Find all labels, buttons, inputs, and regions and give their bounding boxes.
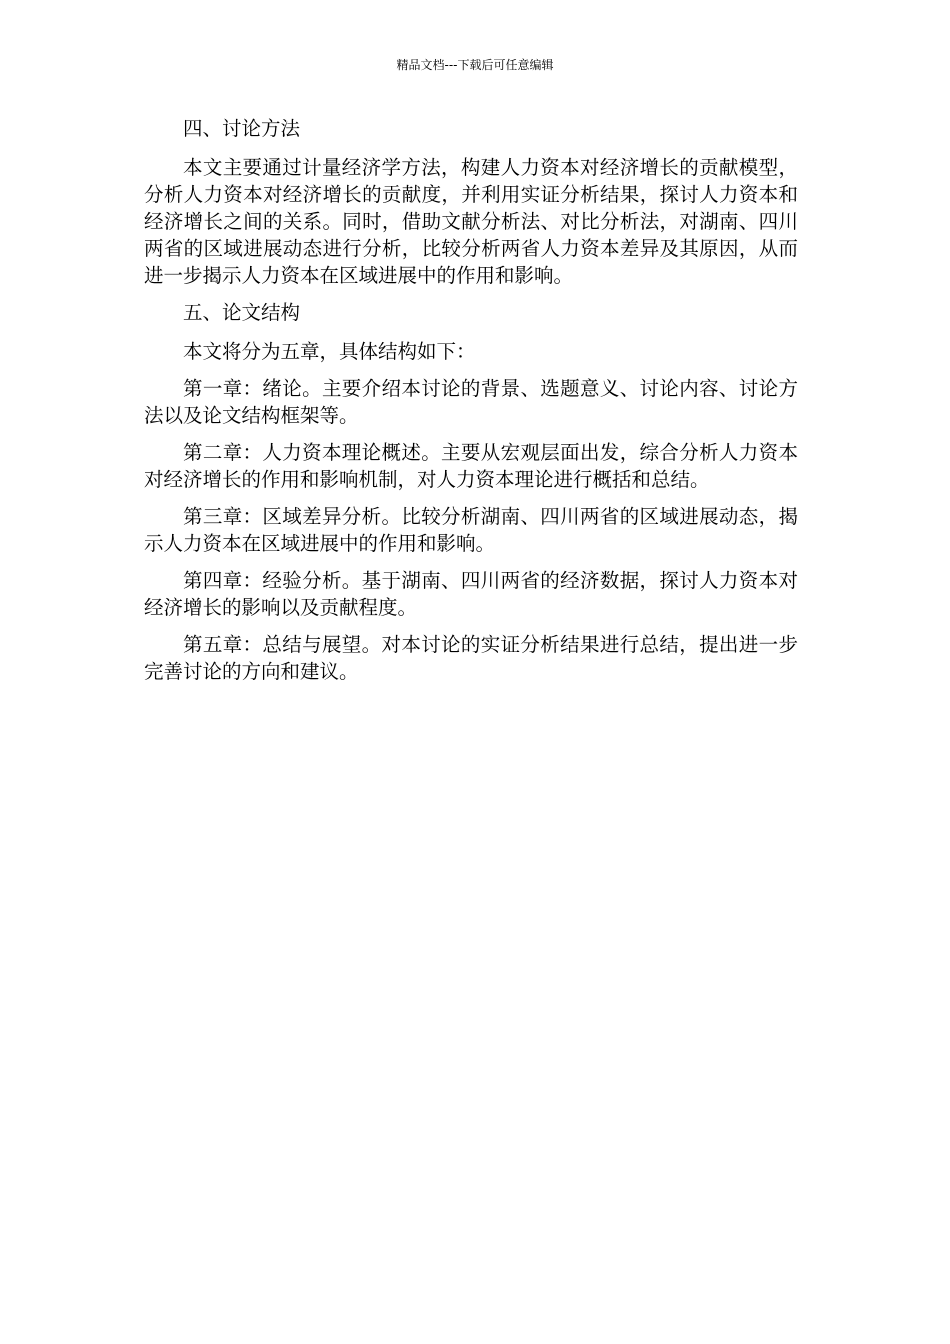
- section-heading-methods: 四、讨论方法: [183, 117, 301, 140]
- paragraph-chapter-1: 第一章：绪论。主要介绍本讨论的背景、选题意义、讨论内容、讨论方法以及论文结构框架等。: [144, 377, 798, 427]
- document-body: [144, 115, 798, 695]
- page-header: 精品文档---下载后可任意编辑: [396, 58, 554, 72]
- paragraph-structure-intro: 本文将分为五章，具体结构如下：: [183, 340, 476, 363]
- paragraph-chapter-3: 第三章：区域差异分析。比较分析湖南、四川两省的区域进展动态，揭示人力资本在区域进展中的作用和影响。: [144, 505, 798, 555]
- paragraph-methods: 本文主要通过计量经济学方法，构建人力资本对经济增长的贡献模型，分析人力资本对经济增长的贡献度，并利用实证分析结果，探讨人力资本和经济增长之间的关系。同时，借助文献分析法、对比分析法，对湖南、四川两省的区域进展动态进行分析，比较分析两省人力资本差异及其原因，从而进一步揭示人力资本在区域进展中的作用和影响。: [144, 156, 798, 287]
- paragraph-chapter-5: 第五章：总结与展望。对本讨论的实证分析结果进行总结，提出进一步完善讨论的方向和建议。: [144, 633, 798, 683]
- paragraph-chapter-2: 第二章：人力资本理论概述。主要从宏观层面出发，综合分析人力资本对经济增长的作用和影响机制，对人力资本理论进行概括和总结。: [144, 441, 798, 491]
- section-heading-structure: 五、论文结构: [183, 301, 301, 324]
- paragraph-chapter-4: 第四章：经验分析。基于湖南、四川两省的经济数据，探讨人力资本对经济增长的影响以及贡献程度。: [144, 569, 798, 619]
